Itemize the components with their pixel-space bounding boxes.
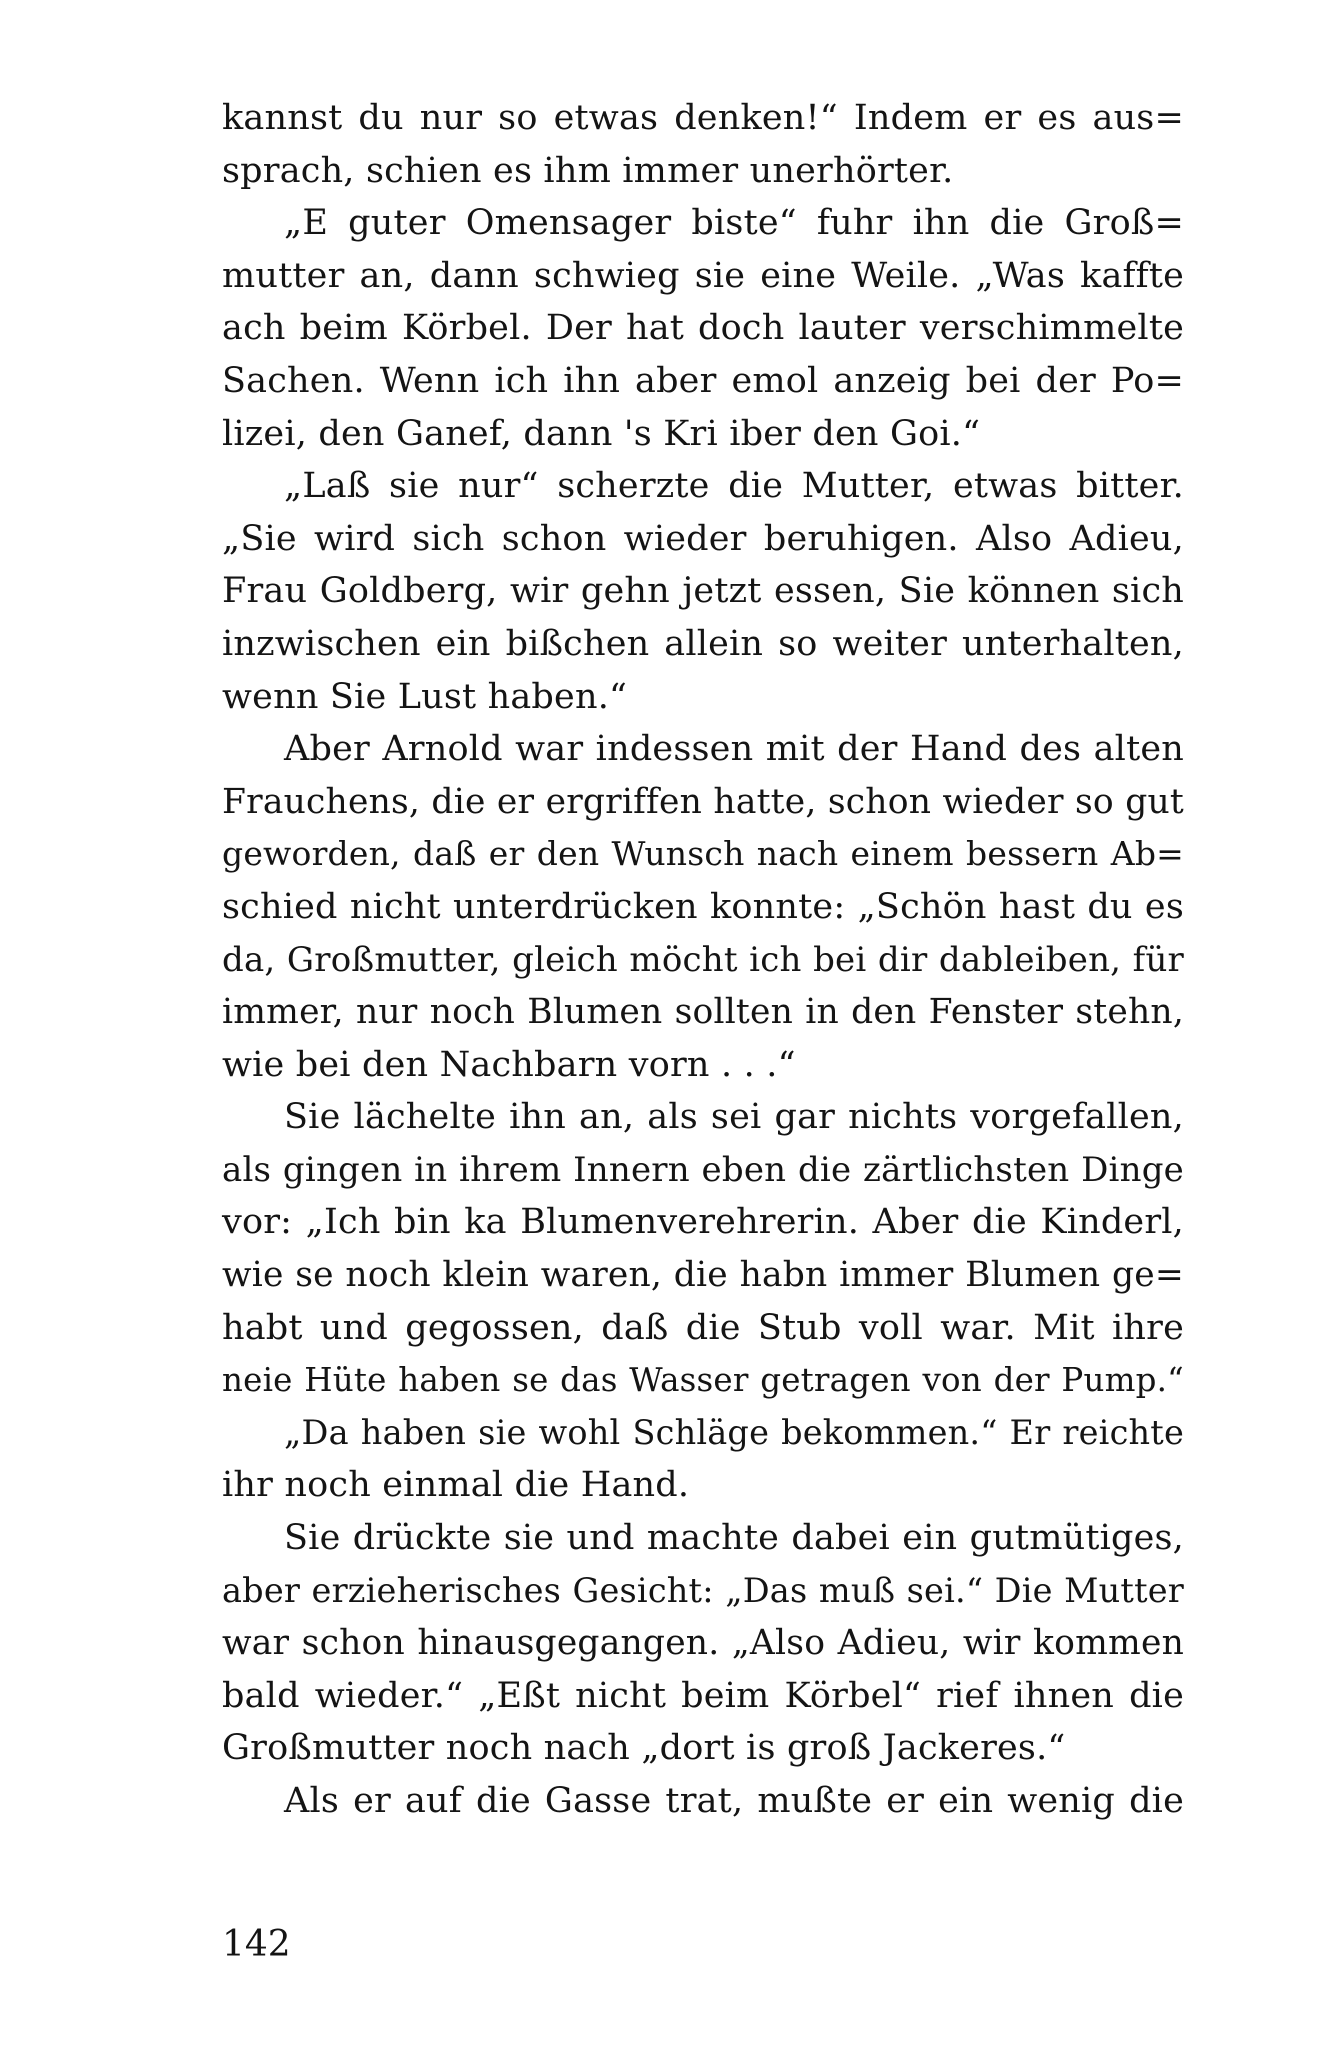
text-line: wie bei den Nachbarn vorn . . .“: [222, 1044, 796, 1085]
text-line: als gingen in ihrem Innern eben die zärtlichsten Dinge: [222, 1149, 1184, 1190]
text-line: ihr noch einmal die Hand.: [222, 1465, 690, 1506]
text-line: geworden, daß er den Wunsch nach einem bessern Ab=: [222, 834, 1184, 874]
text-line: wie se noch klein waren, die habn immer Blumen ge=: [222, 1255, 1184, 1296]
text-line: Sie drückte sie und machte dabei ein gutmütiges,: [284, 1518, 1184, 1559]
text-line: kannst du nur so etwas denken!“ Indem er es aus=: [222, 98, 1184, 138]
body-text: [222, 92, 1184, 1828]
page-number: 142: [222, 1924, 291, 1965]
text-line: sprach, schien es ihm immer unerhörter.: [222, 150, 954, 191]
text-line: ach beim Körbel. Der hat doch lauter verschimmelte: [222, 308, 1184, 349]
text-line: „Sie wird sich schon wieder beruhigen. Also Adieu,: [222, 518, 1184, 559]
text-line: „Laß sie nur“ scherzte die Mutter, etwas bitter.: [284, 466, 1184, 507]
text-line: inzwischen ein bißchen allein so weiter unterhalten,: [222, 623, 1184, 664]
text-line: war schon hinausgegangen. „Also Adieu, wir kommen: [222, 1623, 1184, 1664]
text-line: mutter an, dann schwieg sie eine Weile. „Was kaffte: [222, 255, 1184, 296]
text-line: „E guter Omensager biste“ fuhr ihn die Groß=: [284, 203, 1184, 244]
text-line: Als er auf die Gasse trat, mußte er ein wenig die: [284, 1781, 1184, 1821]
text-line: bald wieder.“ „Eßt nicht beim Körbel“ rief ihnen die: [222, 1675, 1184, 1716]
text-line: Frauchens, die er ergriffen hatte, schon wieder so gut: [222, 781, 1184, 822]
text-line: schied nicht unterdrücken konnte: „Schön hast du es: [222, 886, 1184, 927]
text-line: vor: „Ich bin ka Blumenverehrerin. Aber die Kinderl,: [222, 1202, 1184, 1243]
text-line: Frau Goldberg, wir gehn jetzt essen, Sie können sich: [222, 571, 1184, 612]
text-line: lizei, den Ganef, dann 's Kri iber den Goi.“: [222, 413, 981, 454]
text-line: Aber Arnold war indessen mit der Hand des alten: [284, 729, 1184, 770]
text-line: „Da haben sie wohl Schläge bekommen.“ Er reichte: [284, 1412, 1184, 1452]
text-line: da, Großmutter, gleich möcht ich bei dir dableiben, für: [222, 939, 1184, 980]
text-line: neie Hüte haben se das Wasser getragen von der Pump.“: [222, 1361, 1184, 1400]
text-line: wenn Sie Lust haben.“: [222, 676, 628, 717]
text-line: habt und gegossen, daß die Stub voll war. Mit ihre: [222, 1307, 1184, 1348]
text-line: Sachen. Wenn ich ihn aber emol anzeig bei der Po=: [222, 360, 1184, 401]
text-line: immer, nur noch Blumen sollten in den Fenster stehn,: [222, 992, 1184, 1033]
text-line: aber erzieherisches Gesicht: „Das muß sei.“ Die Mutter: [222, 1570, 1184, 1610]
text-line: Sie lächelte ihn an, als sei gar nichts vorgefallen,: [284, 1097, 1184, 1138]
text-line: Großmutter noch nach „dort is groß Jackeres.“: [222, 1728, 1066, 1769]
